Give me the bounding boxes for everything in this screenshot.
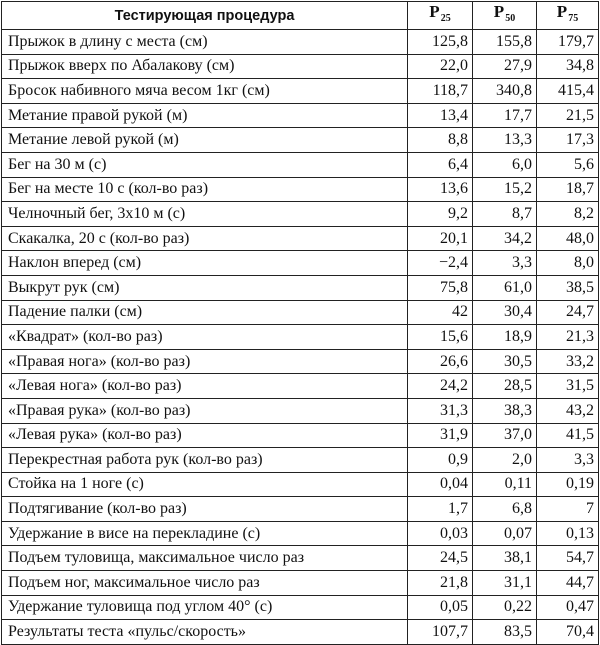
procedure-cell: Выкрут рук (см) bbox=[2, 275, 408, 300]
p75-cell: 21,3 bbox=[537, 325, 599, 350]
table-row bbox=[2, 497, 599, 522]
percentile-table bbox=[1, 1, 599, 645]
p50-cell: 0,11 bbox=[473, 472, 537, 497]
table-row bbox=[2, 226, 599, 251]
p50-cell: 28,5 bbox=[473, 374, 537, 399]
procedure-cell: Челночный бег, 3х10 м (с) bbox=[2, 202, 408, 227]
p50-cell: 17,7 bbox=[473, 103, 537, 128]
table-row bbox=[2, 177, 599, 202]
p50-cell: 18,9 bbox=[473, 325, 537, 350]
p75-cell: 38,5 bbox=[537, 275, 599, 300]
p75-cell: 5,6 bbox=[537, 152, 599, 177]
procedure-cell: Метание левой рукой (м) bbox=[2, 128, 408, 153]
p25-cell: 13,6 bbox=[408, 177, 473, 202]
table-row bbox=[2, 152, 599, 177]
table-row bbox=[2, 275, 599, 300]
table-row bbox=[2, 128, 599, 153]
table-row bbox=[2, 472, 599, 497]
p50-cell: 34,2 bbox=[473, 226, 537, 251]
table-row bbox=[2, 571, 599, 596]
header-p25-sub: 25 bbox=[440, 13, 451, 24]
p75-cell: 44,7 bbox=[537, 571, 599, 596]
header-procedure: Тестирующая процедура bbox=[2, 2, 408, 30]
p50-cell: 61,0 bbox=[473, 275, 537, 300]
header-p25-base: P bbox=[429, 2, 440, 21]
p50-cell: 13,3 bbox=[473, 128, 537, 153]
p25-cell: 0,03 bbox=[408, 521, 473, 546]
table-row bbox=[2, 595, 599, 620]
procedure-cell: Метание правой рукой (м) bbox=[2, 103, 408, 128]
p75-cell: 8,2 bbox=[537, 202, 599, 227]
p50-cell: 31,1 bbox=[473, 571, 537, 596]
procedure-cell: «Правая нога» (кол-во раз) bbox=[2, 349, 408, 374]
header-p50-sub: 50 bbox=[505, 13, 516, 24]
p50-cell: 6,8 bbox=[473, 497, 537, 522]
p25-cell: 26,6 bbox=[408, 349, 473, 374]
p75-cell: 43,2 bbox=[537, 398, 599, 423]
p75-cell: 18,7 bbox=[537, 177, 599, 202]
p50-cell: 2,0 bbox=[473, 448, 537, 473]
table-row bbox=[2, 546, 599, 571]
p25-cell: −2,4 bbox=[408, 251, 473, 276]
p75-cell: 7 bbox=[537, 497, 599, 522]
p75-cell: 0,47 bbox=[537, 595, 599, 620]
table-row bbox=[2, 374, 599, 399]
p25-cell: 75,8 bbox=[408, 275, 473, 300]
table-row bbox=[2, 620, 599, 645]
p25-cell: 24,5 bbox=[408, 546, 473, 571]
table-row bbox=[2, 251, 599, 276]
procedure-cell: Скакалка, 20 с (кол-во раз) bbox=[2, 226, 408, 251]
table-row bbox=[2, 30, 599, 55]
table-row bbox=[2, 398, 599, 423]
p50-cell: 3,3 bbox=[473, 251, 537, 276]
p25-cell: 6,4 bbox=[408, 152, 473, 177]
p50-cell: 27,9 bbox=[473, 54, 537, 79]
p25-cell: 0,04 bbox=[408, 472, 473, 497]
procedure-cell: Результаты теста «пульс/скорость» bbox=[2, 620, 408, 645]
p75-cell: 415,4 bbox=[537, 79, 599, 104]
p25-cell: 21,8 bbox=[408, 571, 473, 596]
p75-cell: 54,7 bbox=[537, 546, 599, 571]
p75-cell: 33,2 bbox=[537, 349, 599, 374]
procedure-cell: «Левая нога» (кол-во раз) bbox=[2, 374, 408, 399]
procedure-cell: Перекрестная работа рук (кол-во раз) bbox=[2, 448, 408, 473]
p50-cell: 30,5 bbox=[473, 349, 537, 374]
p75-cell: 41,5 bbox=[537, 423, 599, 448]
p50-cell: 340,8 bbox=[473, 79, 537, 104]
p50-cell: 15,2 bbox=[473, 177, 537, 202]
p25-cell: 24,2 bbox=[408, 374, 473, 399]
p25-cell: 125,8 bbox=[408, 30, 473, 55]
p50-cell: 155,8 bbox=[473, 30, 537, 55]
p50-cell: 83,5 bbox=[473, 620, 537, 645]
header-p50-base: P bbox=[493, 2, 505, 21]
p25-cell: 20,1 bbox=[408, 226, 473, 251]
procedure-cell: Подтягивание (кол-во раз) bbox=[2, 497, 408, 522]
p50-cell: 6,0 bbox=[473, 152, 537, 177]
p50-cell: 30,4 bbox=[473, 300, 537, 325]
procedure-cell: Прыжок вверх по Абалакову (см) bbox=[2, 54, 408, 79]
p50-cell: 8,7 bbox=[473, 202, 537, 227]
p50-cell: 38,1 bbox=[473, 546, 537, 571]
procedure-cell: Бросок набивного мяча весом 1кг (см) bbox=[2, 79, 408, 104]
p75-cell: 70,4 bbox=[537, 620, 599, 645]
procedure-cell: «Квадрат» (кол-во раз) bbox=[2, 325, 408, 350]
p25-cell: 31,3 bbox=[408, 398, 473, 423]
header-p75-sub: 75 bbox=[568, 13, 579, 24]
table-row bbox=[2, 202, 599, 227]
p50-cell: 37,0 bbox=[473, 423, 537, 448]
p25-cell: 0,05 bbox=[408, 595, 473, 620]
p25-cell: 22,0 bbox=[408, 54, 473, 79]
p25-cell: 15,6 bbox=[408, 325, 473, 350]
p75-cell: 34,8 bbox=[537, 54, 599, 79]
p25-cell: 0,9 bbox=[408, 448, 473, 473]
header-row bbox=[2, 2, 599, 30]
p75-cell: 21,5 bbox=[537, 103, 599, 128]
procedure-cell: «Левая рука» (кол-во раз) bbox=[2, 423, 408, 448]
procedure-cell: Подъем туловища, максимальное число раз bbox=[2, 546, 408, 571]
p25-cell: 107,7 bbox=[408, 620, 473, 645]
p25-cell: 9,2 bbox=[408, 202, 473, 227]
p50-cell: 0,07 bbox=[473, 521, 537, 546]
header-p25 bbox=[408, 2, 473, 30]
procedure-cell: Бег на месте 10 с (кол-во раз) bbox=[2, 177, 408, 202]
p25-cell: 13,4 bbox=[408, 103, 473, 128]
table-row bbox=[2, 103, 599, 128]
procedure-cell: Стойка на 1 ноге (с) bbox=[2, 472, 408, 497]
p50-cell: 0,22 bbox=[473, 595, 537, 620]
p25-cell: 8,8 bbox=[408, 128, 473, 153]
table-row bbox=[2, 79, 599, 104]
header-p50 bbox=[473, 2, 537, 30]
procedure-cell: «Правая рука» (кол-во раз) bbox=[2, 398, 408, 423]
table-row bbox=[2, 54, 599, 79]
p75-cell: 179,7 bbox=[537, 30, 599, 55]
p75-cell: 17,3 bbox=[537, 128, 599, 153]
p50-cell: 38,3 bbox=[473, 398, 537, 423]
p75-cell: 3,3 bbox=[537, 448, 599, 473]
header-p75 bbox=[537, 2, 599, 30]
procedure-cell: Бег на 30 м (с) bbox=[2, 152, 408, 177]
procedure-cell: Подъем ног, максимальное число раз bbox=[2, 571, 408, 596]
procedure-cell: Наклон вперед (см) bbox=[2, 251, 408, 276]
table-row bbox=[2, 349, 599, 374]
p75-cell: 31,5 bbox=[537, 374, 599, 399]
table-row bbox=[2, 300, 599, 325]
procedure-cell: Падение палки (см) bbox=[2, 300, 408, 325]
table-row bbox=[2, 448, 599, 473]
p75-cell: 0,13 bbox=[537, 521, 599, 546]
p25-cell: 1,7 bbox=[408, 497, 473, 522]
p25-cell: 118,7 bbox=[408, 79, 473, 104]
p25-cell: 42 bbox=[408, 300, 473, 325]
procedure-cell: Удержание в висе на перекладине (с) bbox=[2, 521, 408, 546]
table-row bbox=[2, 423, 599, 448]
procedure-cell: Удержание туловища под углом 40° (с) bbox=[2, 595, 408, 620]
header-p75-base: P bbox=[556, 2, 568, 21]
p75-cell: 24,7 bbox=[537, 300, 599, 325]
table-row bbox=[2, 521, 599, 546]
table-row bbox=[2, 325, 599, 350]
p75-cell: 0,19 bbox=[537, 472, 599, 497]
p25-cell: 31,9 bbox=[408, 423, 473, 448]
p75-cell: 8,0 bbox=[537, 251, 599, 276]
p75-cell: 48,0 bbox=[537, 226, 599, 251]
procedure-cell: Прыжок в длину с места (см) bbox=[2, 30, 408, 55]
